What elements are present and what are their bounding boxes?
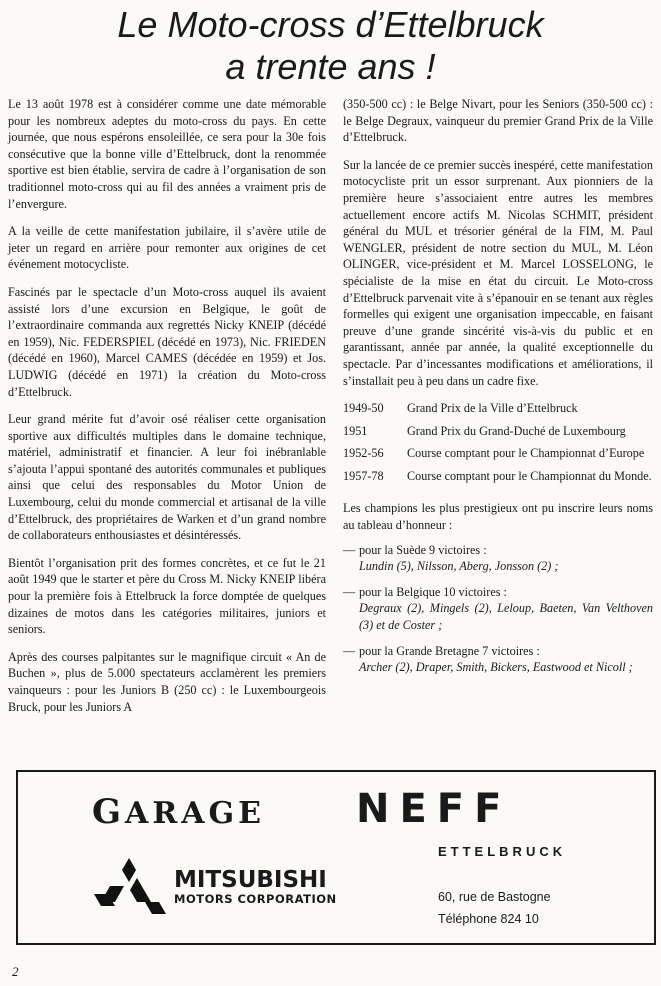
title-line-2: a trente ans !: [225, 46, 436, 87]
garage-address: 60, rue de Bastogne: [438, 890, 551, 904]
garage-town: ETTELBRUCK: [438, 844, 567, 859]
champion-country-text: pour la Suède 9 victoires :: [359, 542, 487, 557]
garage-contact: [438, 886, 551, 930]
history-row: [343, 400, 653, 423]
page-number: 2: [12, 964, 19, 979]
left-column: [8, 96, 326, 726]
history-row: [343, 468, 653, 491]
paragraph: Après des courses palpitantes sur le magnifique circuit « An de Buchen », plus de 5.000 spectateurs acclamèrent les premiers vainqueurs : pour les Juniors B (250 cc) : le Luxembourgeois Bruck, pour les Juniors A: [8, 649, 326, 714]
champion-country: [343, 584, 653, 601]
champion-names: Degraux (2), Mingels (2), Leloup, Baeten, Van Velthoven (3) et de Coster ;: [359, 601, 653, 633]
champion-country: [343, 643, 653, 660]
history-event: Course comptant pour le Championnat du Monde.: [407, 468, 652, 483]
history-event: Grand Prix de la Ville d’Ettelbruck: [407, 401, 578, 416]
history-years: 1951: [343, 423, 368, 438]
history-event: Course comptant pour le Championnat d’Europe: [407, 446, 645, 461]
garage-rest: ARAGE: [125, 796, 266, 831]
history-years: 1957-78: [343, 468, 384, 483]
garage-wordmark: [92, 792, 265, 832]
mitsubishi-logo-icon: [92, 858, 166, 916]
history-years: 1952-56: [343, 446, 384, 461]
article-title: [0, 4, 661, 88]
right-column: [343, 96, 653, 685]
history-row: [343, 423, 653, 446]
history-table: [343, 400, 653, 490]
mitsubishi-wordmark: [174, 868, 337, 906]
champion-country-text: pour la Belgique 10 victoires :: [359, 584, 507, 599]
champion-country: [343, 542, 653, 559]
paragraph: (350-500 cc) : le Belge Nivart, pour les Seniors (350-500 cc) : le Belge Degraux, vainqueur du premier Grand Prix de la Ville d’Ettelbruck.: [343, 97, 653, 145]
garage-initial: G: [92, 792, 126, 832]
paragraph: Le 13 août 1978 est à considérer comme une date mémorable pour les nombreux adeptes du moto-cross du pays. En cette journée, que nous espérons ensoleillée, ce sera pour la 30e fois consécutive que la bonne ville d’Ettelbruck, dont la renommée sportive est bien établie, servira de cadre à l’organisation de son traditionnel moto-cross qui au fil des années a vraiment pris de l’envergure.: [8, 97, 326, 211]
garage-advertisement: [16, 770, 656, 945]
champion-country-text: pour la Grande Bretagne 7 victoires :: [359, 643, 540, 658]
paragraph: Bientôt l’organisation prit des formes concrètes, et ce fut le 21 août 1949 que le starter et père du Cross M. Nicky KNEIP libéra pour la première fois à Ettelbruck la force domptée de quelques dizaines de motos dans les catégories militaires, juniors et seniors.: [8, 555, 326, 637]
brand-sub: MOTORS CORPORATION: [174, 892, 337, 906]
champion-names: Lundin (5), Nilsson, Aberg, Jonsson (2) ;: [359, 559, 559, 574]
history-event: Grand Prix du Grand-Duché de Luxembourg: [407, 423, 626, 438]
garage-phone: Téléphone 824 10: [438, 912, 539, 926]
paragraph: A la veille de cette manifestation jubilaire, il s’avère utile de jeter un regard en arrière pour remonter aux origines de cet événement motocycliste.: [8, 224, 326, 272]
champions-intro: Les champions les plus prestigieux ont pu inscrire leurs noms au tableau d’honneur :: [343, 501, 653, 533]
title-line-1: Le Moto-cross d’Ettelbruck: [117, 4, 544, 45]
history-years: 1949-50: [343, 401, 384, 416]
neff-wordmark: NEFF: [356, 786, 512, 832]
history-row: [343, 445, 653, 468]
champion-entry: [343, 542, 653, 575]
champion-entry: [343, 643, 653, 676]
paragraph: Sur la lancée de ce premier succès inespéré, cette manifestation motocycliste prit un essor surprenant. Aux pionniers de la première heure s’associaient entre autres les membres actuellement encore actifs M. Nicolas SCHMIT, président général du MUL et trésorier général de la FIM, M. Paul WENGLER, président de notre section du MUL, M. Léon OLINGER, vice-président et M. Marcel LOSSELONG, le spécialiste de la mise en état du circuit. Le Moto-cross d’Ettelbruck parvenait vite à s’épanouir en se tenant aux règles formelles qui exigent une organisation impeccable, en faisant preuve d’une grande sincérité vis-à-vis du public et en garantissant, année par année, la qualité exceptionnelle du spectacle. Par d’incessantes modifications et améliorations, il s’installait peu à peu dans un cadre fixe.: [343, 157, 653, 388]
champion-entry: [343, 584, 653, 634]
dash: —: [343, 584, 356, 599]
dash: —: [343, 643, 356, 658]
paragraph: Fascinés par le spectacle d’un Moto-cross auquel ils avaient assisté lors d’une excursion en Belgique, le goût de l’extraordinaire commanda aux regrettés Nicky KNEIP (décédé en 1959), Nic. FEDERSPIEL (décédé en 1973), Nic. FRIEDEN (décédé en 1960), Marcel CAMES (décédée en 1959) et Jos. LUDWIG (décédé en 1971) la création du Moto-cross d’Ettelbruck.: [8, 284, 326, 399]
champion-names: Archer (2), Draper, Smith, Bickers, Eastwood et Nicoll ;: [359, 660, 633, 675]
brand-main: MITSUBISHI: [174, 867, 327, 893]
dash: —: [343, 542, 356, 557]
paragraph: Leur grand mérite fut d’avoir osé réaliser cette organisation sportive aux difficultés multiples dans le domaine technique, matériel, administratif et financier. A leur foi inébranlable s’ajouta l’appui spontané des autorités communales et publiques ainsi que celui des responsables du Motor Union de Luxembourg, celui du monde commercial et artisanal de la ville d’Ettelbruck, des propriétaires de Warken et d’un grand nombre de collaborateurs enthousiastes et désintéressés.: [8, 412, 326, 543]
